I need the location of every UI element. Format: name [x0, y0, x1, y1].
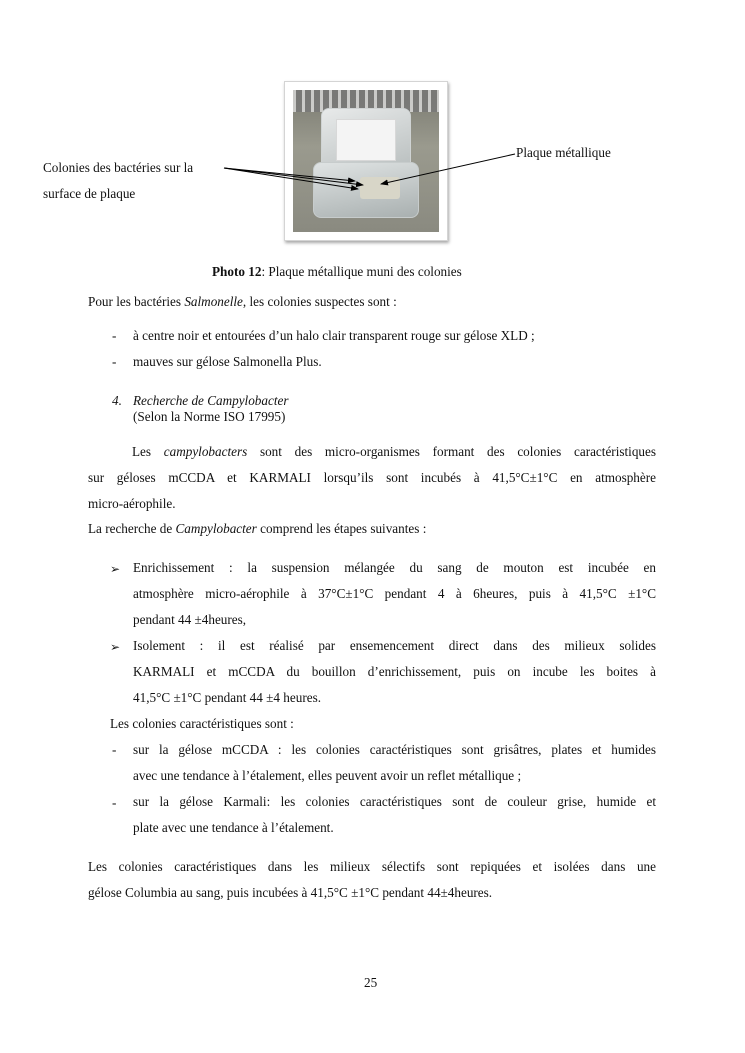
para2-genus: Campylobacter: [175, 521, 257, 536]
salmonelle-item: mauves sur gélose Salmonella Plus.: [133, 354, 322, 369]
para2: [88, 521, 426, 537]
colonies-item1-line2: avec une tendance à l’étalement, elles peuvent avoir un reflet métallique ;: [133, 768, 522, 783]
dash-marker: -: [112, 742, 117, 757]
intro-species: Salmonelle: [184, 294, 243, 309]
step-isolement-text: : il est réalisé par ensemencement direct dans des milieux solides: [185, 638, 656, 653]
para2-text: La recherche de: [88, 521, 176, 536]
para1-line3: micro-aérophile.: [88, 496, 176, 511]
salmonelle-intro: [88, 294, 397, 310]
page-number: 25: [364, 975, 378, 990]
arrow-plate: [381, 154, 515, 184]
step-isolement-head: Isolement: [133, 638, 186, 653]
para3-line2: gélose Columbia au sang, puis incubées à 41,5°C ±1°C pendant 44±4heures.: [88, 885, 493, 900]
step-enrichment-line3: pendant 44 ±4heures,: [133, 612, 247, 627]
para1-line2: sur géloses mCCDA et KARMALI lorsqu’ils sont incubés à 41,5°C±1°C en atmosphère: [88, 470, 656, 485]
step-isolement-line3: 41,5°C ±1°C pendant 44 ±4 heures.: [133, 690, 322, 705]
para1-text: Les: [132, 444, 164, 459]
dash-marker: -: [112, 354, 117, 369]
figure-caption: [212, 264, 462, 280]
colonies-intro: Les colonies caractéristiques sont :: [110, 716, 294, 731]
para2-text-end: comprend les étapes suivantes :: [256, 521, 427, 536]
caption-text: : Plaque métallique muni des colonies: [261, 264, 462, 279]
dash-marker: -: [112, 795, 117, 810]
colonies-item2-line2: plate avec une tendance à l’étalement.: [133, 820, 334, 835]
intro-text-end: , les colonies suspectes sont :: [242, 294, 397, 309]
arrow-bullet: ➢: [110, 562, 121, 576]
para3-line1: Les colonies caractéristiques dans les milieux sélectifs sont repiquées et isolées dans une: [88, 859, 656, 874]
caption-label: Photo 12: [212, 264, 262, 279]
annotation-arrows: [0, 0, 745, 260]
colonies-item2-line1: sur la gélose Karmali: les colonies caractéristiques sont de couleur grise, humide et: [133, 794, 656, 809]
intro-text: Pour les bactéries: [88, 294, 185, 309]
arrow-colonies-3: [224, 168, 355, 181]
section-number: 4.: [112, 393, 122, 408]
dash-marker: -: [112, 328, 117, 343]
step-enrichment-line2: atmosphère micro-aérophile à 37°C±1°C pendant 4 à 6heures, puis à 41,5°C ±1°C: [133, 586, 656, 601]
para1-species: campylobacters: [163, 444, 248, 459]
colonies-item1-line1: sur la gélose mCCDA : les colonies caractéristiques sont grisâtres, plates et humides: [133, 742, 656, 757]
label-colonies-line2: surface de plaque: [43, 186, 136, 201]
section-norm: (Selon la Norme ISO 17995): [133, 409, 286, 424]
para1-line1: [88, 439, 656, 465]
step-enrichment-text: la suspension mélangée du sang de mouton est incubée en: [232, 560, 656, 575]
step-isolement-line1: [133, 633, 656, 659]
label-colonies-line1: Colonies des bactéries sur la: [43, 160, 194, 175]
label-plaque: Plaque métallique: [516, 145, 611, 160]
step-isolement-line2: KARMALI et mCCDA du bouillon d’enrichissement, puis on incube les boites à: [133, 664, 656, 679]
step-enrichment-head: Enrichissement :: [133, 560, 233, 575]
arrow-colonies-2: [224, 168, 358, 189]
arrow-bullet: ➢: [110, 640, 121, 654]
para1-text-end: sont des micro-organismes formant des colonies caractéristiques: [247, 444, 656, 459]
section-title: Recherche de Campylobacter: [133, 393, 289, 408]
salmonelle-item: à centre noir et entourées d’un halo clair transparent rouge sur gélose XLD ;: [133, 328, 535, 343]
step-enrichment-line1: [133, 555, 656, 581]
